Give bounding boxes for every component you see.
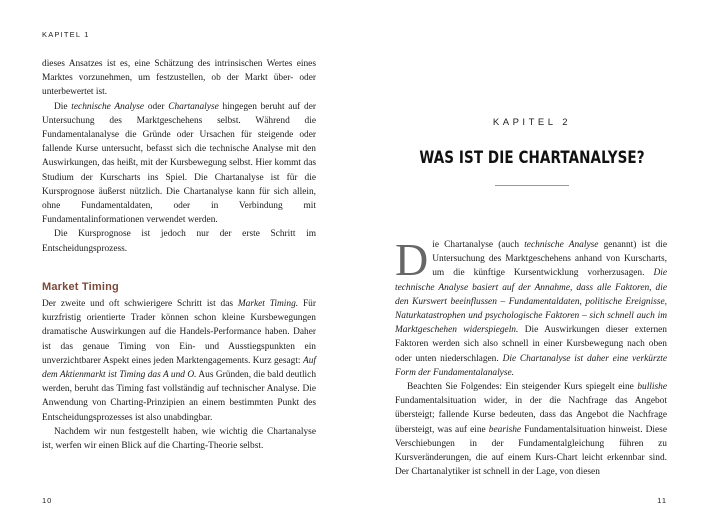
emphasis: bullishe bbox=[637, 382, 667, 393]
drop-cap: D bbox=[395, 234, 429, 285]
paragraph bbox=[395, 380, 667, 479]
emphasis: Chartanalyse bbox=[168, 101, 219, 112]
paragraph: Nachdem wir nun festgestellt haben, wie wichtig die Chartanalyse ist, werfen wir einen Blick auf die Charting-Theorie selbst. bbox=[42, 426, 316, 452]
section-heading: Market Timing bbox=[42, 281, 119, 293]
left-body-bottom bbox=[42, 297, 316, 453]
emphasis: technische Analyse bbox=[71, 101, 145, 112]
emphasis: Die Chartanalyse ist daher eine verkürzte Form der Fundamentalanalyse. bbox=[395, 353, 668, 378]
text-run: Für kurzfristig orientierte Trader können schon kleine Kursbewegungen dramatische Auswirkungen auf die Handels-Performance haben. Daher ist das genaue Timing von Ein- und Ausstiegspunkten ein unverzichtbarer Aspekt eines jeden Marktengagements. Kurz gesagt: bbox=[42, 299, 316, 366]
text-run: Fundamentalsituation hinweist. Diese Verschiebungen in der Fundamentalgleichung führen zu Kursveränderungen, die auf einem Kurs-Chart leicht erkennbar sind. Der Chartanalytiker ist schnell in der Lage, von diesen bbox=[395, 424, 667, 478]
right-body bbox=[395, 234, 668, 479]
emphasis: technische Analyse bbox=[524, 240, 599, 250]
text-run: Der zweite und oft schwierigere Schritt ist das bbox=[42, 299, 238, 309]
chapter-title: WAS IST DIE CHARTANALYSE? bbox=[419, 148, 645, 167]
paragraph: dieses Ansatzes ist es, eine Schätzung des intrinsischen Wertes eines Marktes vorzunehmen, um festzustellen, ob der Markt über- oder unterbewertet ist. bbox=[42, 59, 316, 98]
text-run: Die Auswirkungen dieser externen Faktoren werden sich also schnell in einer Kursbewegung nach oben oder unten niederschlagen. bbox=[395, 325, 667, 364]
chapter-label: KAPITEL 2 bbox=[492, 117, 572, 128]
emphasis: Auf dem Aktienmarkt ist Timing das A und O. bbox=[42, 355, 316, 381]
emphasis: Market Timing. bbox=[237, 299, 299, 309]
emphasis: Die technische Analyse basiert auf der Annahme, dass alle Faktoren, die den Kurswert beeinflussen – Fundamentaldaten, politische Ereignisse, Naturkatastrophen und psychologische Faktoren – sich schnell auch im Marktgeschehen widerspiegeln. bbox=[395, 268, 667, 336]
paragraph bbox=[42, 100, 316, 228]
text-run: Beachten Sie Folgendes: Ein steigender Kurs spiegelt eine bbox=[407, 382, 638, 393]
text-run: genannt) ist die Untersuchung des Marktgeschehens anhand von Kurscharts, um die künftige Kursentwicklung vorherzusagen. bbox=[432, 240, 667, 279]
paragraph bbox=[42, 297, 316, 425]
text-run: Fundamentalsituation wider, in der die Nachfrage das Angebot übersteigt; fallende Kurse bedeuten, dass das Angebot die Nachfrage übersteigt, was auf eine bbox=[395, 396, 667, 435]
paragraph bbox=[395, 234, 668, 380]
left-body-top bbox=[42, 57, 316, 256]
text-run: oder bbox=[144, 101, 169, 112]
text-run: ie Chartanalyse (auch bbox=[432, 240, 525, 250]
right-page bbox=[355, 0, 709, 530]
left-page bbox=[0, 0, 354, 530]
text-run: hingegen beruht auf der Untersuchung des Marktgeschehens selbst. Während die Fundamentalanalyse die Gründe oder Ursachen für steigende oder fallende Kurse untersucht, befasst sich die technische Analyse mit den Auswirkungen, das heißt, mit der Kursbewegung selbst. Hier kommt das Studium der Kurscharts ins Spiel. Die Chartanalyse ist für die Kursprognose äußerst nützlich. Die Chartanalyse kann für sich allein, ohne Fundamentaldaten, oder in Verbindung mit Fundamentalinformationen verwendet werden. bbox=[42, 101, 316, 226]
text-run: Aus Gründen, die bald deutlich werden, beruht das Timing fast vollständig auf technischer Analyse. Die Anwendung von Charting-Prinzipien an einem bestimmten Punkt des Entscheidungsprozesses ist also unabdingbar. bbox=[42, 370, 317, 423]
paragraph: Die Kursprognose ist jedoch nur der erste Schritt im Entscheidungsprozess. bbox=[42, 229, 316, 254]
text-run: Die bbox=[54, 101, 72, 112]
running-head: KAPITEL 1 bbox=[42, 30, 90, 39]
emphasis: bearishe bbox=[488, 424, 522, 435]
page-number: 10 bbox=[42, 496, 53, 505]
title-divider bbox=[495, 185, 569, 186]
page-number: 11 bbox=[657, 496, 667, 505]
